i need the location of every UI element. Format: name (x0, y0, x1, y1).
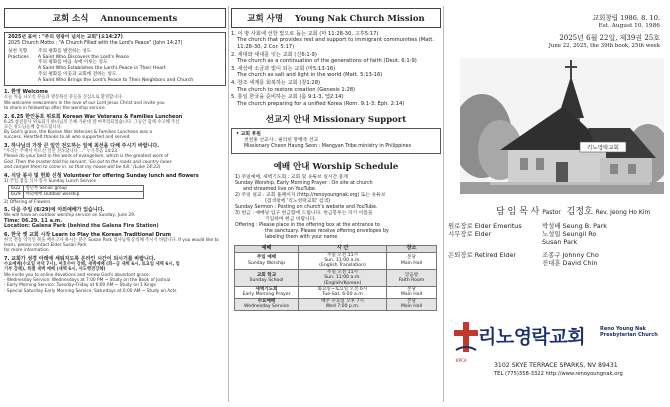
motto-ko: 2025년 표어 : "주의 영광이 넘치는 교회"(요14:27) (8, 35, 123, 40)
vision-list: 실천 지향 주의 평화를 발견하는 성도 Practices A Saint Who Discovers the Lord's Peace 주의 평화를 마음 속에 이루는 성도 A Saint Who Establishes the Lord's Peace in Their Heart 주의 평화를 이웃과 교회에 전하는 성도 A Saint Who Brings the Lord's Peace to Their Neighbors and Church (8, 49, 194, 83)
mission-column (231, 0, 441, 407)
staff-row: 시무장로 Elder 노성일 Seungil Ro (448, 230, 597, 239)
mission-item: 2. 세대와 세대를 잇는 교회 (신6:1-9) The church as a continuation of the generations of faith (Deut. 6:1-9) (231, 51, 417, 64)
table-header-row: 예배 시 간 장소 (235, 246, 437, 252)
table-row: 6/22 청년부 Senior group (9, 185, 144, 191)
lunch-schedule-table (8, 185, 144, 199)
logo-text-ko: 리노영락교회 (478, 326, 586, 348)
mission-item: 1. 이 땅 사회에 선한 빛으로 돕는 교회 (마 11:28-30, 고후5:17) The church that provides rest and support to immigrant communities (Matt. 11:28-30, 2 Cor. 5:17) (231, 31, 435, 50)
table-row: 6/29 야외예배 Outdoor worship (9, 192, 144, 198)
worship-notes: 1) 주일예배, 새벽기도회 : 교회 및 유튜브 실시간 중계 Sunday Worship, Early Morning Prayer : On site at church and streamed live on YouTube. 2) 주일 설교 : 교회 홈페이지 (http://renoyoungnak.org) 또는 유튜브 (검색창에 '리노영락교회' 검색) Sunday Sermon : Posting on church's website and YouTube. 3) 헌금 : 예배당 입구 헌금함에 드립니다. 헌금봉투는 자기 이름을 기입하여 헌금 바랍니다. Offering : Please place in the offering box at the entrance to the sanctuary. Please receive offering envelopes by labeling them with your name. (235, 175, 389, 241)
mission-item: 5. 통일 한국을 준비하는 교회 (롬 9:1-3, 엡2:14) The church preparing for a unified Korea (Rom. 9:1-3; Eph. 2:14) (231, 94, 405, 107)
kpca-label: KPCA (456, 358, 467, 363)
worship-title: 예배 안내 Worship Schedule (273, 162, 399, 173)
worship-schedule-table (234, 245, 437, 310)
support-title: 선교지 안내 Missionary Support (265, 115, 407, 126)
announcement-item: 5. 다음 주일 (6/29)에 야외예배가 있습니다. We will have an outdoor worship service on Sunday, June 29. Time: 06.29. 11 a.m. Location: Galena Park (behind the Galena Fire Station) (4, 207, 159, 230)
support-box: • 교회 후원 천천홍 선교사 : 필리핀 망뱅족 선교 Missionary Cheon Haung Seon : Mangyan Tribe ministry in Philippines (231, 128, 441, 154)
motto-en: 2025 Church Motto : "A Church Filled with the Lord's Peace" (John 14:27) (8, 41, 183, 46)
announcement-item: 2. 6.25 한인동포 위로회 Korean War Veterans & Families Luncheon 6.25 참전용사 위로회가 하나님의 은혜 가운데 잘 마무리되었습니다. 그동안 함께 수고해 주신 모든 성도님들께 감사드립니다. By God's grace, the Korean War Veterans & Families Luncheon was a success. Heartfelt thanks to all who supported and served. (4, 113, 183, 141)
column-divider (228, 6, 229, 402)
announcement-item: 1. 환영 Welcome 오늘 처음 나오신 분들과 방문하신 분들을 진심으로 환영합니다. We welcome newcomers in the love of our Lord Jesus Christ and invite you to share in fellowship after the worship service. (4, 89, 165, 111)
address: 3102 SKYE TERRACE SPARKS, NV 89431 (494, 362, 618, 369)
logo-text-en: Reno Young Nak Presbyterian Church (600, 326, 658, 338)
announcement-list (4, 89, 226, 294)
announcement-item: 4. 식당 봉사 및 헌화 신청 Volunteer for offering Sunday lunch and flowers 1) 주일 점심 식사 봉사 Sunday Lunch Service 6/22 청년부 Senior group 6/29 야외예배 Outdoor worship 2) Offering of Flowers (4, 172, 199, 205)
publication-info: 교회창립 1986. 8. 10. Est. August 10, 1986 2025년 6월 22일, 제39권 25호 June 22, 2025, the 39th book, 25th week (548, 14, 660, 49)
mission-item: 3. 세상에 소금과 빛이 되는 교회 (마5:13-16) The church as salt and light in the world (Matt. 5:13-16) (231, 65, 383, 79)
staff-row: 은퇴장로 Retired Elder 조종구 Johnny Cho (448, 250, 599, 259)
mission-title: 교회 사명 Young Nak Church Mission (231, 8, 441, 28)
cross-icon (452, 320, 480, 358)
table-row: 주일 예배 Sunday Worship 주일 오전 11시 Sun. 11:00 a.m. (English Translation) 본당 Main Hall (235, 252, 437, 269)
table-row: 수요예배 Wednesday Service 매주 수요일 오후 7시 Wed 7:00 p.m. 본당 Main Hall (235, 298, 437, 310)
announcements-column (4, 0, 226, 407)
column-divider (443, 6, 444, 402)
staff-row: 진대훈 David Chin (542, 258, 598, 267)
announcement-item: 6. 한국 옛 교회 시작 Learn to Play the Korean Traditional Drum 한국 전통 악기인 북을 배우고자 하시는 분은 Susan Park 집사님께 문의해 주시기 바랍니다. If you would like to learn, please contact Elder Susan Park for more information. (4, 231, 219, 254)
pastor-line: 담 임 목 사 Pastor 김정호 Rev. Jeong Ho Kim (496, 207, 651, 217)
contact-line: TEL (775)358-3322 http://www.renoyoungnak.org (494, 371, 623, 377)
mission-item: 4. 창조 세계를 회복하는 교회 (창1:28) The church to restore creation (Genesis 1:28) (231, 80, 356, 93)
table-row: 새벽기도회 Early Morning Prayer 화요일~토요일 오전 6시 Tue-Sat. 6:00 a.m 본당 Main Hall (235, 287, 437, 299)
staff-list (448, 222, 662, 267)
mission-list (231, 31, 441, 107)
table-row: 교회 학교 Sunday School 주일 오전 11시 Sun. 11:00 a.m. (English/Korean) 믿음방 Faith Room (235, 269, 437, 286)
church-logo (450, 320, 664, 400)
staff-row: 원로장로 Elder Emeritus 박성배 Seung B. Park (448, 222, 607, 230)
announcement-item: 3. 하나님의 가장 큰 일인 전도하는 일에 최선을 다해 주시기 바랍니다. "우리는 주께서 이르신 일만 선포합니다 ..." 누가복음 14:23 Please do your best in the work of evangelism, which is the greatest work of God. Then the master told his servant, 'Go out to the roads and country lanes and compel them to come in, so that my house will be full.' (Luke 14:23) (4, 143, 172, 170)
announcement-item: 7. 교회가 성경 아래에 세워지도록 온라인 시간이 되시기를 바랍니다. 수요예배(수요일 저녁 7시), 여호수아 강해, 새벽예배 (화~금 새벽 6시, 토요일 새벽 6시, 일 기부 강해), 특별 새벽 예배 (새벽 6시, 사도행전강해) We invite you to online devotions and renew God's abundant grace. - Wednesday Service: Wednesdays at 7:00 PM ~ Study on the Book of Joshua - Early Morning Service: Tuesday-Friday at 6:00 AM ~ Study on 1 Kings - Special Saturday Early Morning Service: Saturdays at 6:00 AM ~ Study on Acts (4, 256, 180, 294)
cover-column (446, 0, 666, 407)
motto-box (4, 32, 226, 86)
announcements-title: 교회 소식 Announcements (4, 8, 226, 28)
church-photo (460, 58, 664, 194)
staff-row: Susan Park (542, 238, 578, 247)
svg-text:리노영락교회: 리노영락교회 (587, 145, 619, 152)
